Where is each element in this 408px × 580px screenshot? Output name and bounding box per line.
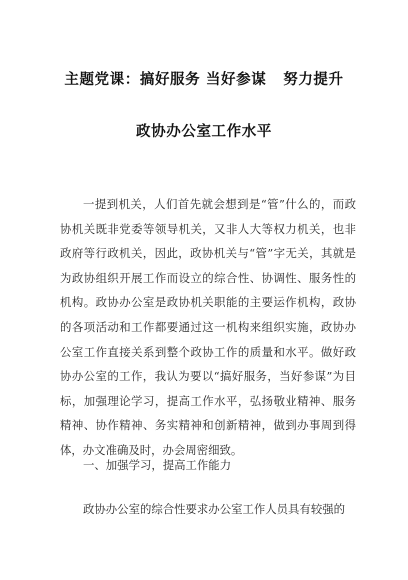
section-heading-1: 一、加强学习，提高工作能力 (83, 458, 232, 472)
document-title-line-1: 主题党课：搞好服务 当好参谋 努力提升 (64, 72, 344, 88)
document-title-line-2: 政协办公室工作水平 (136, 124, 272, 140)
body-paragraph-section-1: 政协办公室的综合性要求办公室工作人员具有较强的 (83, 502, 345, 516)
body-paragraph-intro: 一提到机关，人们首先就会想到是“管”什么的，而政协机关既非党委等领导机关，又非人大等权力机关，也非政府等行政机关，因此，政协机关与“管”字无关，其就是为政协组织开展工作而设立的综合性、协调性、服务性的机构。政协办公室是政协机关职能的主要运作机构，政协的各项活动和工作都要通过这一机构来组织实施，政协办公室工作直接关系到整个政协工作的质量和水平。做好政协办公室的工作，我认为要以“搞好服务，当好参谋”为目标，加强理论学习，提高工作水平，弘扬敬业精神、服务精神、协作精神、务实精神和创新精神，做到办事周到得体，办文准确及时，办会周密细致。 (60, 197, 356, 457)
